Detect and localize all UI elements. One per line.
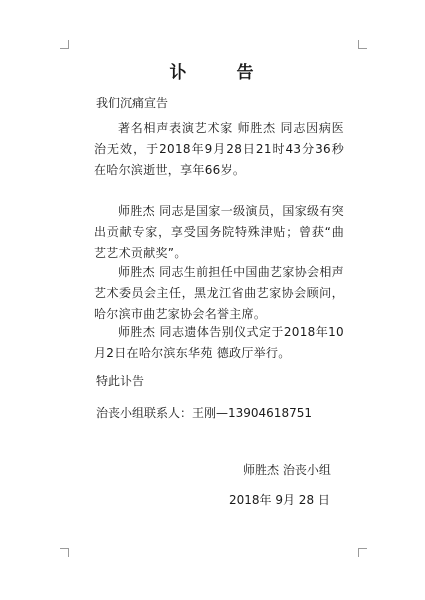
paragraph-death-notice: 著名相声表演艺术家 师胜杰 同志因病医治无效，于2018年9月28日21时43分36秒在哈尔滨逝世，享年66岁。 (94, 121, 344, 177)
contact-line: 治丧小组联系人：王刚—13904618751 (96, 406, 312, 420)
margin-corner-mark (358, 40, 367, 49)
paragraph-positions: 师胜杰 同志生前担任中国曲艺家协会相声艺术委员会主任，黑龙江省曲艺家协会顾问，哈尔滨市曲艺家协会名誉主席。 (94, 265, 344, 321)
margin-corner-mark (358, 548, 367, 557)
salutation: 我们沉痛宣告 (96, 96, 169, 110)
paragraph-honors: 师胜杰 同志是国家一级演员，国家级有突出贡献专家，享受国务院特殊津贴；曾获“曲艺艺术贡献奖”。 (94, 204, 344, 260)
signature: 师胜杰 治丧小组 (243, 463, 331, 477)
margin-corner-mark (60, 548, 69, 557)
closing-line: 特此讣告 (96, 374, 145, 388)
document-title: 讣 告 (169, 63, 276, 83)
paragraph-farewell-ceremony: 师胜杰 同志遗体告别仪式定于2018年10月2日在哈尔滨东华苑 德政厅举行。 (94, 325, 344, 360)
document-date: 2018年 9月 28 日 (229, 493, 330, 507)
margin-corner-mark (60, 40, 69, 49)
